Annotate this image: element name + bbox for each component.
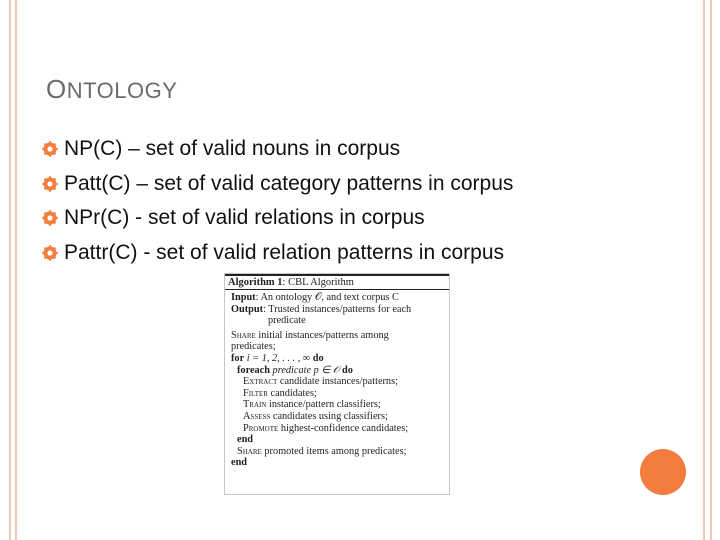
algo-line-share xyxy=(231,330,443,342)
gear-icon xyxy=(42,210,58,226)
keyword-filter: Filter xyxy=(243,387,268,399)
bullet-list xyxy=(42,132,513,270)
share-text: initial instances/patterns among xyxy=(255,329,389,341)
algo-line-end-inner xyxy=(231,434,443,446)
bullet-item xyxy=(42,201,513,236)
bullet-item xyxy=(42,236,513,271)
algo-line-filter xyxy=(231,388,443,400)
algo-line-output xyxy=(231,304,443,316)
decorative-circle xyxy=(640,449,686,495)
keyword-output: Output xyxy=(231,303,264,315)
keyword-end: end xyxy=(237,434,254,446)
algo-line-extract xyxy=(231,376,443,388)
title-initial: O xyxy=(46,74,67,104)
share-promoted-text: promoted items among predicates; xyxy=(261,445,407,457)
algo-line-output-cont: predicate xyxy=(268,315,306,327)
frame-line-left-inner xyxy=(15,0,17,540)
train-text: instance/pattern classifiers; xyxy=(266,399,381,411)
algorithm-body xyxy=(225,290,449,471)
algo-line-share-promoted xyxy=(231,446,443,458)
keyword-do: do xyxy=(341,364,353,376)
algo-line-share-cont: predicates; xyxy=(231,341,276,353)
bullet-item xyxy=(42,132,513,167)
bullet-text: Patt(C) – set of valid category patterns in corpus xyxy=(64,171,514,195)
algo-line-for xyxy=(231,353,443,365)
algorithm-name: : CBL Algorithm xyxy=(282,277,354,288)
algorithm-label: Algorithm 1 xyxy=(228,277,283,288)
algorithm-figure xyxy=(224,273,450,495)
bullet-text: Pattr(C) - set of valid relation patterns in corpus xyxy=(64,240,505,264)
slide-title xyxy=(46,74,177,105)
extract-text: candidate instances/patterns; xyxy=(277,376,398,388)
algo-line-input xyxy=(231,292,443,304)
keyword-extract: Extract xyxy=(243,376,278,388)
keyword-train: Train xyxy=(243,399,267,411)
algorithm-header xyxy=(225,274,449,290)
keyword-promote: Promote xyxy=(243,422,279,434)
algo-line-promote xyxy=(231,423,443,435)
gear-icon xyxy=(42,176,58,192)
promote-text: highest-confidence candidates; xyxy=(278,422,409,434)
output-text: : Trusted instances/patterns for each xyxy=(263,303,412,315)
foreach-predicate: predicate p ∈ 𝒪 xyxy=(269,364,342,376)
keyword-for: for xyxy=(231,352,245,364)
algo-line-assess xyxy=(231,411,443,423)
bullet-item xyxy=(42,167,513,202)
frame-line-right xyxy=(710,0,712,540)
title-rest: NTOLOGY xyxy=(66,78,178,103)
frame-line-left xyxy=(9,0,11,540)
keyword-do: do xyxy=(312,352,324,364)
gear-icon xyxy=(42,141,58,157)
keyword-share: Share xyxy=(231,329,256,341)
algo-line-foreach xyxy=(231,365,443,377)
gear-icon xyxy=(42,245,58,261)
keyword-share: Share xyxy=(237,445,262,457)
bullet-text: NPr(C) - set of valid relations in corpus xyxy=(64,206,425,230)
assess-text: candidates using classifiers; xyxy=(270,410,388,422)
frame-line-right-inner xyxy=(703,0,705,540)
keyword-assess: Assess xyxy=(243,410,271,422)
keyword-end: end xyxy=(231,457,248,469)
keyword-input: Input xyxy=(231,292,256,303)
input-text: : An ontology 𝒪, and text corpus C xyxy=(255,292,399,303)
filter-text: candidates; xyxy=(267,387,317,399)
for-range: i = 1, 2, . . . , ∞ xyxy=(244,352,313,364)
algo-line-end-outer xyxy=(231,457,443,469)
algo-line-train xyxy=(231,399,443,411)
bullet-text: NP(C) – set of valid nouns in corpus xyxy=(64,137,401,161)
keyword-foreach: foreach xyxy=(237,364,270,376)
